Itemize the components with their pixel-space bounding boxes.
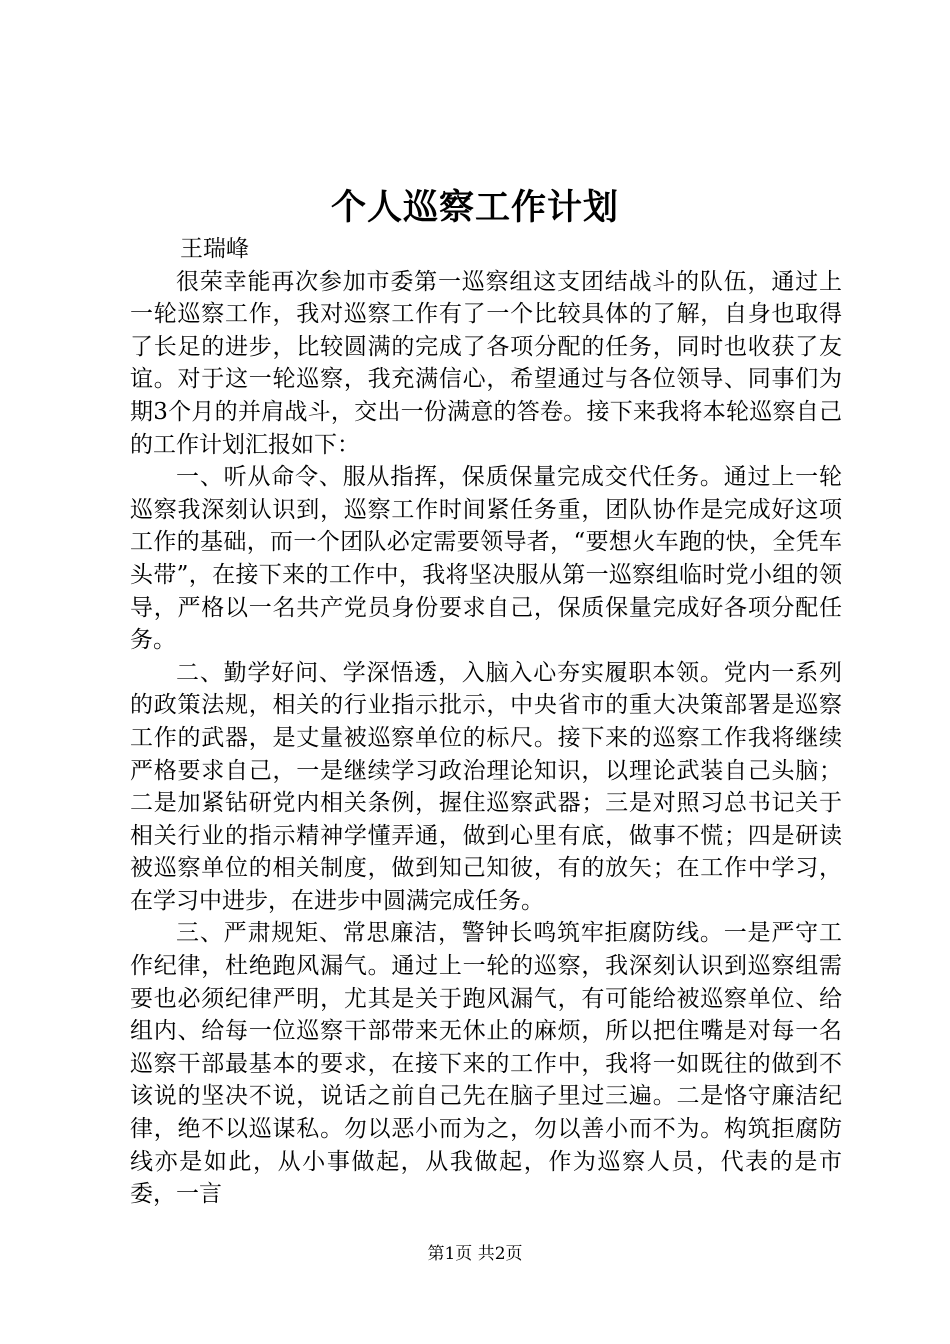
paragraph-intro: 很荣幸能再次参加市委第一巡察组这支团结战斗的队伍，通过上一轮巡察工作，我对巡察工作有了一个比较具体的了解，自身也取得了长足的进步，比较圆满的完成了各项分配的任务，同时也收获了友谊。对于这一轮巡察，我充满信心，希望通过与各位领导、同事们为期3个月的并肩战斗，交出一份满意的答卷。接下来我将本轮巡察自己的工作计划汇报如下： xyxy=(130,268,842,458)
document-title: 个人巡察工作计划 xyxy=(330,187,619,228)
paragraph-section-3: 三、严肃规矩、常思廉洁，警钟长鸣筑牢拒腐防线。一是严守工作纪律，杜绝跑风漏气。通过上一轮的巡察，我深刻认识到巡察组需要也必须纪律严明，尤其是关于跑风漏气，有可能给被巡察单位、给组内、给每一位巡察干部带来无休止的麻烦，所以把住嘴是对每一名巡察干部最基本的要求，在接下来的工作中，我将一如既往的做到不该说的坚决不说，说话之前自己先在脑子里过三遍。二是恪守廉洁纪律，绝不以巡谋私。勿以恶小而为之，勿以善小而不为。构筑拒腐防线亦是如此，从小事做起，从我做起，作为巡察人员，代表的是市委，一言 xyxy=(130,920,842,1208)
author-name: 王瑞峰 xyxy=(180,236,249,262)
page-number-footer: 第1页 共2页 xyxy=(427,1244,523,1264)
document-body xyxy=(130,233,842,1211)
paragraph-section-2: 二、勤学好问、学深悟透，入脑入心夯实履职本领。党内一系列的政策法规，相关的行业指示批示，中央省市的重大决策部署是巡察工作的武器，是丈量被巡察单位的标尺。接下来的巡察工作我将继续严格要求自己，一是继续学习政治理论知识，以理论武装自己头脑；二是加紧钻研党内相关条例，握住巡察武器；三是对照习总书记关于相关行业的指示精神学懂弄通，做到心里有底，做事不慌；四是研读被巡察单位的相关制度，做到知己知彼，有的放矢；在工作中学习，在学习中进步，在进步中圆满完成任务。 xyxy=(130,659,842,914)
paragraph-section-1: 一、听从命令、服从指挥，保质保量完成交代任务。通过上一轮巡察我深刻认识到，巡察工作时间紧任务重，团队协作是完成好这项工作的基础，而一个团队必定需要领导者，“要想火车跑的快，全凭车头带”，在接下来的工作中，我将坚决服从第一巡察组临时党小组的领导，严格以一名共产党员身份要求自己，保质保量完成好各项分配任务。 xyxy=(130,464,842,654)
